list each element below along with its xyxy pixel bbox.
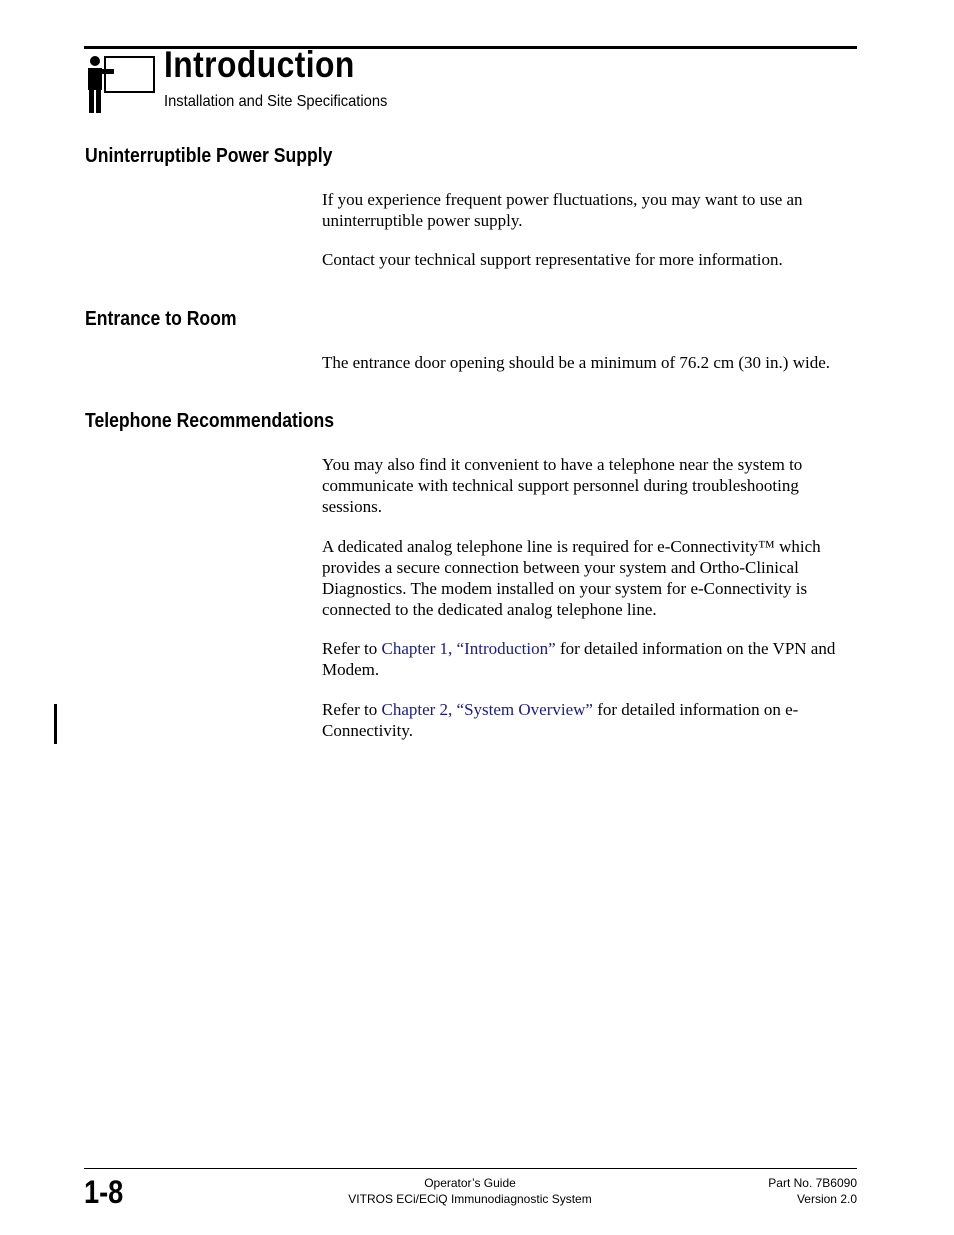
footer-version: Version 2.0 [796, 1192, 857, 1206]
ref2-suffix: for detailed information on e-Connectivity. [322, 700, 799, 740]
paragraph-telephone-ref2 [322, 699, 862, 741]
section-heading-telephone: Telephone Recommendations [85, 410, 335, 432]
section-heading-entrance: Entrance to Room [85, 308, 237, 330]
paragraph-entrance-1: The entrance door opening should be a minimum of 76.2 cm (30 in.) wide. [322, 353, 830, 372]
paragraph-ups-2: Contact your technical support representative for more information. [322, 250, 783, 269]
presenter-at-board-icon [84, 55, 156, 113]
paragraph-telephone-2: A dedicated analog telephone line is required for e-Connectivity™ which provides a secure connection between your system and Ortho-Clinical Diagnostics. The modem installed on your system for e-Connectivity is connected to the dedicated analog telephone line. [322, 537, 821, 619]
footer-system-name: VITROS ECi/ECiQ Immunodiagnostic System [348, 1192, 592, 1206]
section-heading-ups: Uninterruptible Power Supply [85, 145, 333, 167]
footer-rule [84, 1168, 857, 1169]
footer-document-info [300, 1175, 640, 1207]
ref1-suffix: for detailed information on the VPN and Modem. [322, 639, 836, 679]
paragraph-telephone-1: You may also find it convenient to have a telephone near the system to communicate with technical support personnel during troubleshooting sessions. [322, 455, 803, 516]
footer-part-info [768, 1175, 857, 1207]
footer-guide-name: Operator’s Guide [424, 1176, 516, 1190]
paragraph-telephone-ref1 [322, 638, 862, 680]
ref1-prefix: Refer to [322, 639, 382, 658]
page-subtitle: Installation and Site Specifications [164, 93, 388, 110]
chapter-1-introduction-link[interactable]: Chapter 1, “Introduction” [381, 639, 556, 658]
page-number: 1-8 [84, 1174, 124, 1210]
page-title: Introduction [164, 44, 355, 85]
ref2-prefix: Refer to [322, 700, 382, 719]
change-bar [54, 704, 57, 744]
chapter-2-system-overview-link[interactable]: Chapter 2, “System Overview” [381, 700, 593, 719]
footer-part-number: Part No. 7B6090 [768, 1176, 857, 1190]
paragraph-ups-1: If you experience frequent power fluctuations, you may want to use an uninterruptible power supply. [322, 190, 803, 230]
